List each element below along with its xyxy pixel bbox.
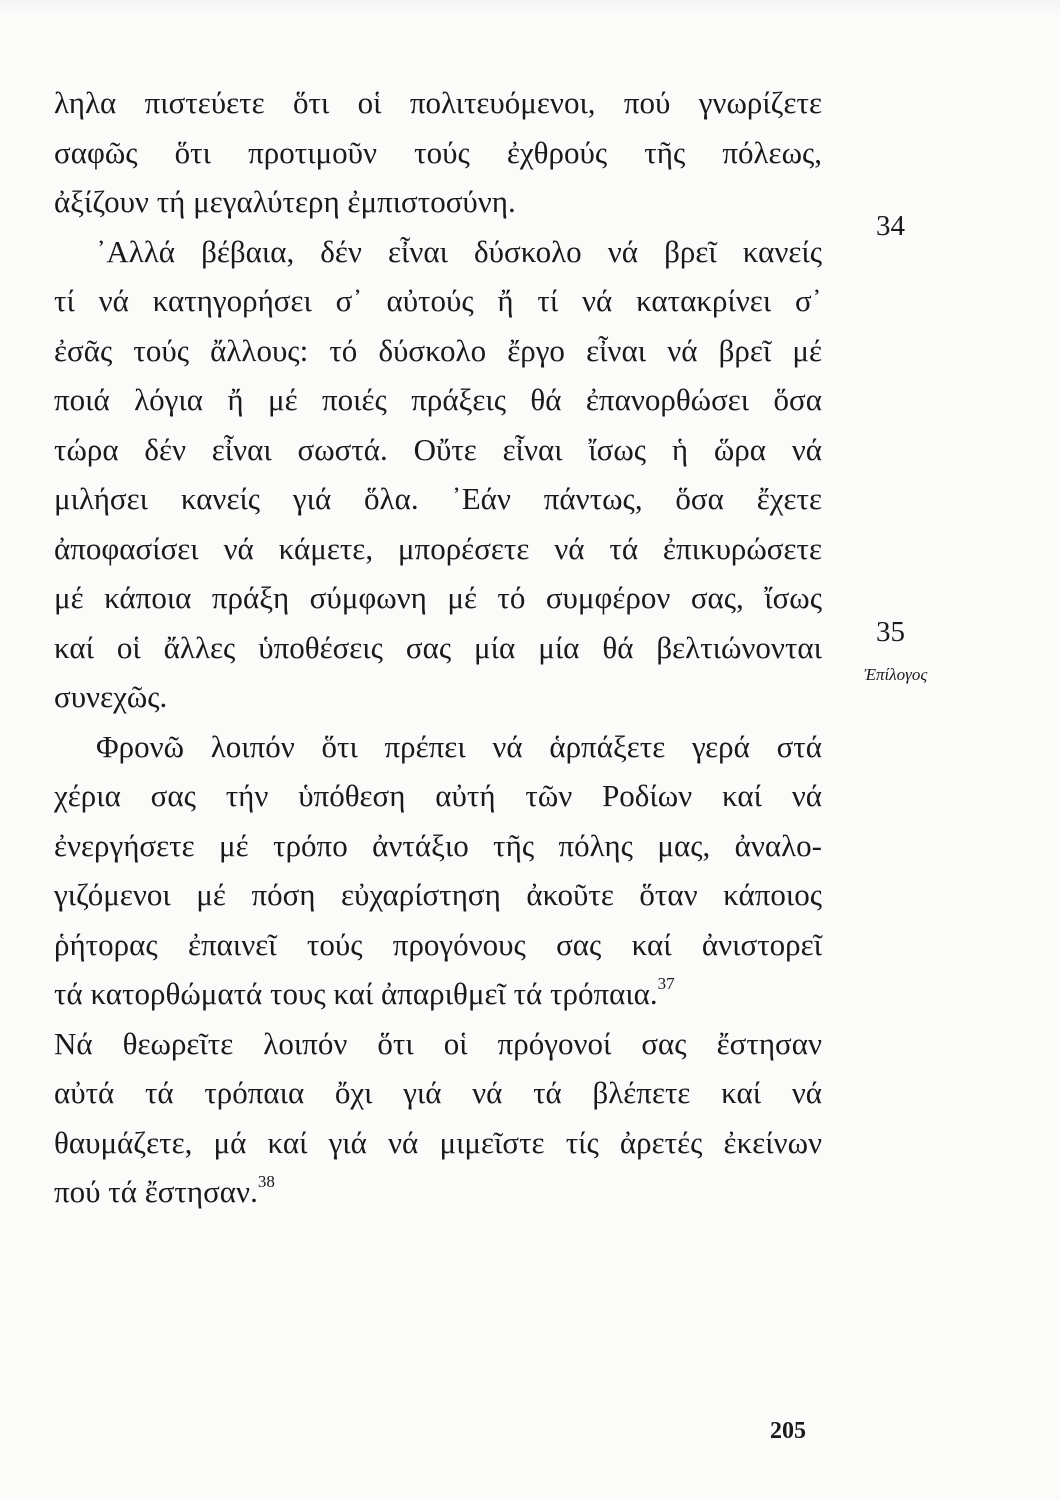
text-line: ᾽Αλλά βέβαια, δέν εἶναι δύσκολο νά βρεῖ κανείς: [96, 233, 822, 269]
section-number-34: 34: [876, 210, 905, 242]
text-line: θαυμάζετε, μά καί γιά νά μιμεῖστε τίς ἀρετές ἐκείνων: [54, 1124, 822, 1160]
text-line: αὐτά τά τρόπαια ὄχι γιά νά τά βλέπετε καί νά: [54, 1075, 822, 1110]
body-text: [54, 78, 822, 1217]
text-line: πού τά ἔστησαν.: [54, 1174, 258, 1209]
text-line: γιζόμενοι μέ πόση εὐχαρίστηση ἀκοῦτε ὅταν κάποιος: [54, 877, 822, 912]
text-line: ἐσᾶς τούς ἄλλους: τό δύσκολο ἔργο εἶναι νά βρεῖ μέ: [54, 332, 822, 368]
text-line-with-footnote: [54, 1167, 822, 1217]
text-line: τά κατορθώματά τους καί ἀπαριθμεῖ τά τρόπαια.: [54, 976, 658, 1011]
text-line: ῥήτορας ἐπαινεῖ τούς προγόνους σας καί ἀνιστορεῖ: [54, 926, 822, 962]
text-line: ἀξίζουν τή μεγαλύτερη ἐμπιστοσύνη.: [54, 184, 516, 219]
text-line: μιλήσει κανείς γιά ὅλα. ᾽Εάν πάντως, ὅσα ἔχετε: [54, 481, 822, 516]
text-line: συνεχῶς.: [54, 679, 168, 714]
text-line: τί νά κατηγορήσει σ᾽ αὐτούς ἤ τί νά κατακρίνει σ᾽: [54, 283, 822, 318]
text-line: ληλα πιστεύετε ὅτι οἱ πολιτευόμενοι, πού γνωρίζετε: [54, 85, 822, 120]
text-line: σαφῶς ὅτι προτιμοῦν τούς ἐχθρούς τῆς πόλεως,: [54, 134, 822, 170]
margin-label-epilogue: Ἐπίλογος: [864, 665, 928, 684]
section-number-35: 35: [876, 616, 905, 648]
page-number: 205: [770, 1418, 806, 1444]
text-line: Φρονῶ λοιπόν ὅτι πρέπει νά ἁρπάξετε γερά στά: [96, 728, 822, 764]
text-line: ἀποφασίσει νά κάμετε, μπορέσετε νά τά ἐπικυρώσετε: [54, 530, 822, 566]
text-line: μέ κάποια πράξη σύμφωνη μέ τό συμφέρον σας, ἴσως: [54, 580, 822, 615]
footnote-ref-37[interactable]: 37: [657, 973, 675, 993]
text-line: ποιά λόγια ἤ μέ ποιές πράξεις θά ἐπανορθώσει ὅσα: [54, 382, 822, 417]
footnote-ref-38[interactable]: 38: [257, 1171, 275, 1191]
text-line: καί οἱ ἄλλες ὑποθέσεις σας μία μία θά βελτιώνονται: [54, 629, 822, 665]
text-line: τώρα δέν εἶναι σωστά. Οὔτε εἶναι ἴσως ἡ ὥρα νά: [54, 431, 822, 467]
text-line: χέρια σας τήν ὑπόθεση αὐτή τῶν Ροδίων καί νά: [54, 778, 822, 813]
text-line-with-footnote: [54, 969, 822, 1019]
text-line: ἐνεργήσετε μέ τρόπο ἀντάξιο τῆς πόλης μας, ἀναλο-: [54, 827, 822, 863]
text-line: Νά θεωρεῖτε λοιπόν ὅτι οἱ πρόγονοί σας ἔστησαν: [54, 1025, 822, 1061]
scan-edge-shadow: [0, 0, 1060, 14]
